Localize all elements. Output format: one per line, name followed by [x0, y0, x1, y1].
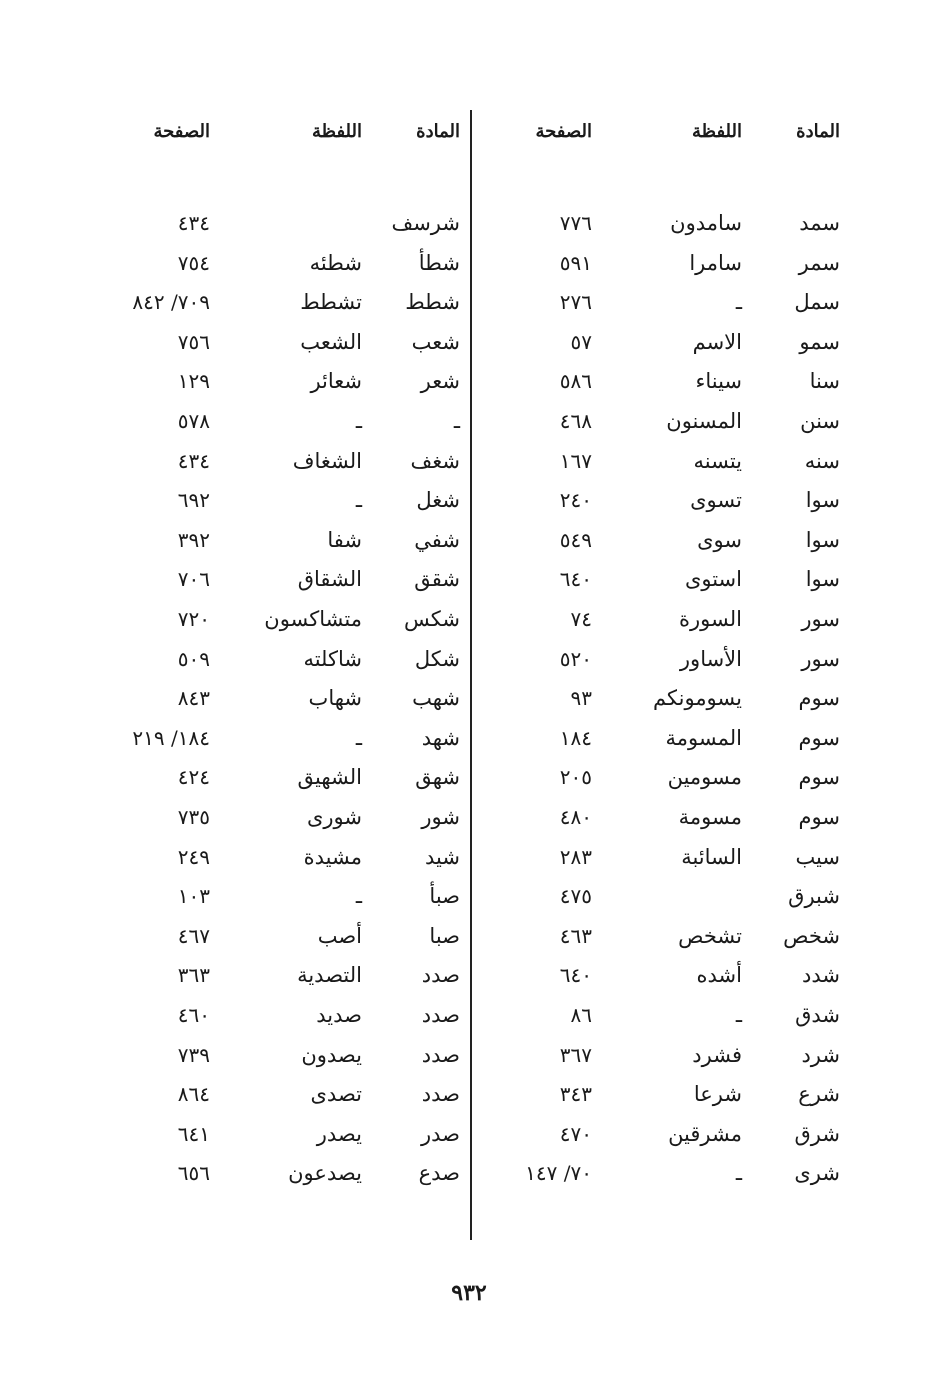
index-row: [500, 520, 860, 560]
row-page: ٢٠٥: [559, 765, 592, 790]
index-row: [500, 322, 860, 362]
row-page: ٦٤١: [177, 1121, 210, 1146]
row-word: استوى: [684, 567, 742, 592]
row-material: شكل: [414, 646, 460, 671]
row-material: سوا: [805, 488, 840, 513]
row-page: ٢٤٩: [177, 844, 210, 869]
row-material: صدد: [421, 1042, 460, 1067]
index-row: [500, 203, 860, 243]
index-row: [100, 757, 472, 797]
row-page: ٦٤٠: [559, 963, 592, 988]
row-material: سوم: [798, 725, 840, 750]
row-word: صديد: [316, 1003, 362, 1027]
row-page: ٤٦٨: [559, 409, 592, 433]
row-page: ٧٣٥: [177, 805, 210, 829]
row-material: شكس: [404, 607, 460, 631]
row-material: شور: [421, 805, 460, 829]
header-material: المادة: [796, 121, 840, 142]
row-word: متشاكسون: [264, 607, 362, 631]
index-row: [500, 599, 860, 639]
row-word: السورة: [679, 607, 742, 631]
row-word: شهاب: [308, 686, 362, 711]
row-word: يصدعون: [288, 1161, 362, 1186]
row-word: تشخص: [678, 923, 742, 948]
row-page: ٨٦٤: [177, 1082, 210, 1107]
row-word: ـ: [735, 1161, 742, 1186]
row-word: ـ: [355, 884, 362, 909]
index-row: [500, 361, 860, 401]
row-word: شاكلته: [303, 646, 362, 671]
row-page: ٣٤٣: [559, 1082, 592, 1107]
index-row: [500, 1074, 860, 1114]
row-material: صدع: [418, 1161, 460, 1186]
row-page: ١٦٧: [559, 448, 592, 473]
row-page: ٧٧٦: [559, 211, 592, 235]
row-page: ١٠٣: [177, 884, 210, 909]
index-row: [500, 876, 860, 916]
row-material: شرد: [801, 1042, 840, 1067]
row-material: سيب: [795, 844, 840, 869]
index-row: [100, 322, 472, 362]
row-material: شرسف: [391, 211, 460, 235]
row-page: ٤٨٠: [559, 805, 592, 829]
row-word: التصدية: [297, 963, 362, 988]
index-row: [500, 480, 860, 520]
row-word: شفا: [327, 527, 362, 552]
row-material: شبرق: [788, 884, 840, 909]
row-page: ٥٩١: [559, 250, 592, 275]
row-page: ٤٦٠: [177, 1003, 210, 1027]
row-material: صدد: [421, 1003, 460, 1027]
row-page: ٦٥٦: [177, 1161, 210, 1186]
index-row: [100, 1035, 472, 1075]
row-word: أصب: [317, 923, 362, 948]
row-page: ٢٤٠: [559, 488, 592, 513]
index-row: [500, 401, 860, 441]
index-row: [100, 243, 472, 283]
row-word: سامرا: [689, 250, 742, 275]
row-word: تسوى: [690, 488, 742, 513]
row-page: ٨٤٣: [177, 686, 210, 711]
row-page: ٥٨٦: [559, 369, 592, 394]
row-material: صدد: [421, 963, 460, 988]
row-material: سوم: [798, 686, 840, 711]
row-page: ٧٥٦: [177, 329, 210, 354]
header-material: المادة: [416, 121, 460, 142]
row-word: ـ: [355, 409, 362, 433]
row-material: سنه: [804, 448, 840, 473]
row-material: شقق: [414, 567, 460, 592]
row-word: تصدى: [310, 1082, 362, 1107]
row-material: شرع: [798, 1082, 840, 1107]
row-material: سوا: [805, 527, 840, 552]
row-material: ـ: [453, 409, 460, 433]
row-word: أشده: [696, 963, 742, 988]
row-material: سمو: [799, 329, 840, 354]
index-row: [500, 441, 860, 481]
index-row: [100, 639, 472, 679]
index-row: [500, 995, 860, 1035]
row-material: شهب: [412, 686, 460, 711]
row-word: الشعب: [300, 329, 362, 354]
row-material: شهق: [415, 765, 460, 790]
row-material: شطط: [405, 290, 460, 315]
row-material: صبا: [429, 923, 460, 948]
row-material: سنا: [809, 369, 840, 394]
index-row: [100, 876, 472, 916]
row-word: الشغاف: [292, 448, 362, 473]
row-page: ٣٦٣: [177, 963, 210, 988]
index-row: [100, 1153, 472, 1193]
row-word: مشيدة: [303, 844, 362, 869]
index-row: [500, 1153, 860, 1193]
index-row: [500, 678, 860, 718]
row-material: شطأ: [418, 250, 460, 275]
row-material: سوم: [798, 765, 840, 790]
row-word: الشقاق: [297, 567, 362, 592]
row-material: شعر: [420, 369, 460, 394]
row-page: ٥٢٠: [559, 646, 592, 671]
header-page: الصفحة: [153, 121, 210, 142]
row-page: ٤٦٧: [177, 923, 210, 948]
row-page: ٧٤: [570, 607, 592, 631]
row-word: شرعا: [693, 1082, 742, 1107]
row-page: ٤٧٥: [559, 884, 592, 909]
row-page: ٧٣٩: [177, 1042, 210, 1067]
row-word: ـ: [355, 488, 362, 513]
row-word: ـ: [735, 290, 742, 315]
row-word: شطئه: [309, 250, 362, 275]
row-material: سور: [801, 607, 840, 631]
row-page: ٤٦٣: [559, 923, 592, 948]
row-page: ٥٠٩: [177, 646, 210, 671]
row-word: شورى: [306, 805, 362, 829]
header-page: الصفحة: [535, 121, 592, 142]
index-row: [100, 955, 472, 995]
row-word: يصدر: [316, 1121, 362, 1146]
index-row: [500, 559, 860, 599]
column-header-right: [500, 112, 860, 152]
row-page: ٣٦٧: [559, 1042, 592, 1067]
row-material: شخص: [783, 923, 840, 948]
row-page: ٤٣٤: [177, 211, 210, 235]
row-page: ٧٢٠: [177, 607, 210, 631]
index-row: [100, 599, 472, 639]
row-word: سامدون: [670, 211, 742, 235]
row-page: ٣٩٢: [177, 527, 210, 552]
index-row: [100, 203, 472, 243]
row-word: الشهيق: [297, 765, 362, 790]
row-material: سور: [801, 646, 840, 671]
index-row: [100, 361, 472, 401]
row-page: ١٨٤: [559, 725, 592, 750]
row-page: ٥٤٩: [559, 527, 592, 552]
row-material: سمد: [799, 211, 840, 235]
row-page: ١٨٤/ ٢١٩: [132, 725, 210, 750]
row-page: ٧٠/ ١٤٧: [525, 1161, 592, 1186]
index-row: [100, 282, 472, 322]
row-word: الأساور: [679, 646, 742, 671]
row-word: سيناء: [695, 369, 742, 394]
row-page: ١٢٩: [177, 369, 210, 394]
row-material: سنن: [800, 409, 840, 433]
row-word: المسومة: [665, 725, 742, 750]
header-word: اللفظة: [312, 121, 362, 142]
row-word: يتسنه: [693, 448, 742, 473]
index-row: [100, 678, 472, 718]
index-row: [500, 1035, 860, 1075]
row-material: شفي: [414, 527, 460, 552]
row-material: سمل: [794, 290, 840, 315]
row-material: شهد: [421, 725, 460, 750]
row-material: شدد: [802, 963, 840, 988]
row-word: مسومة: [678, 805, 742, 829]
index-row: [500, 718, 860, 758]
index-row: [100, 916, 472, 956]
index-row: [100, 559, 472, 599]
index-row: [500, 837, 860, 877]
index-row: [100, 401, 472, 441]
row-material: صبأ: [429, 884, 460, 909]
row-material: شدق: [795, 1003, 840, 1027]
index-row: [100, 1074, 472, 1114]
index-row: [500, 1114, 860, 1154]
row-material: شيد: [425, 844, 460, 869]
row-word: تشطط: [300, 290, 362, 315]
index-row: [500, 797, 860, 837]
index-row: [500, 282, 860, 322]
index-row: [100, 718, 472, 758]
row-page: ٧٥٤: [177, 250, 210, 275]
index-row: [500, 955, 860, 995]
index-row: [100, 520, 472, 560]
row-page: ٥٧: [570, 329, 592, 354]
row-word: السائبة: [681, 844, 742, 869]
row-word: مشرقين: [668, 1121, 742, 1146]
row-material: سمر: [798, 250, 840, 275]
row-material: سوا: [805, 567, 840, 592]
row-word: ـ: [735, 1003, 742, 1027]
row-material: شرق: [794, 1121, 840, 1146]
index-row: [100, 1114, 472, 1154]
row-word: المسنون: [666, 409, 742, 433]
row-page: ٥٧٨: [177, 409, 210, 433]
row-word: سوى: [697, 527, 742, 552]
column-header-left: [100, 112, 472, 152]
index-row: [100, 441, 472, 481]
header-word: اللفظة: [692, 121, 742, 142]
row-page: ٤٢٤: [177, 765, 210, 790]
row-material: سوم: [798, 805, 840, 829]
row-material: شعب: [411, 329, 460, 354]
index-row: [500, 243, 860, 283]
row-material: شغل: [416, 488, 460, 513]
row-material: صدر: [421, 1121, 460, 1146]
index-row: [100, 995, 472, 1035]
row-word: يسومونكم: [653, 686, 742, 711]
row-word: فشرد: [692, 1042, 742, 1067]
row-page: ٩٣: [570, 686, 592, 711]
row-page: ٧٠٦: [177, 567, 210, 592]
index-row: [100, 797, 472, 837]
row-page: ٨٦: [570, 1003, 592, 1027]
row-material: شرى: [794, 1161, 840, 1186]
row-page: ٦٩٢: [177, 488, 210, 513]
index-row: [100, 480, 472, 520]
row-material: صدد: [421, 1082, 460, 1107]
row-page: ٢٨٣: [559, 844, 592, 869]
row-material: شغف: [410, 448, 460, 473]
row-page: ٤٧٠: [559, 1121, 592, 1146]
index-row: [500, 757, 860, 797]
row-word: ـ: [355, 725, 362, 750]
index-row: [500, 916, 860, 956]
row-word: الاسم: [692, 329, 742, 354]
index-row: [500, 639, 860, 679]
row-page: ٤٣٤: [177, 448, 210, 473]
index-row: [100, 837, 472, 877]
row-page: ٧٠٩/ ٨٤٢: [132, 290, 210, 315]
row-page: ٦٤٠: [559, 567, 592, 592]
row-word: مسومين: [667, 765, 742, 790]
row-page: ٢٧٦: [559, 290, 592, 315]
row-word: شعائر: [310, 369, 362, 394]
row-word: يصدون: [301, 1042, 362, 1067]
page-number: ٩٣٢: [451, 1280, 487, 1306]
